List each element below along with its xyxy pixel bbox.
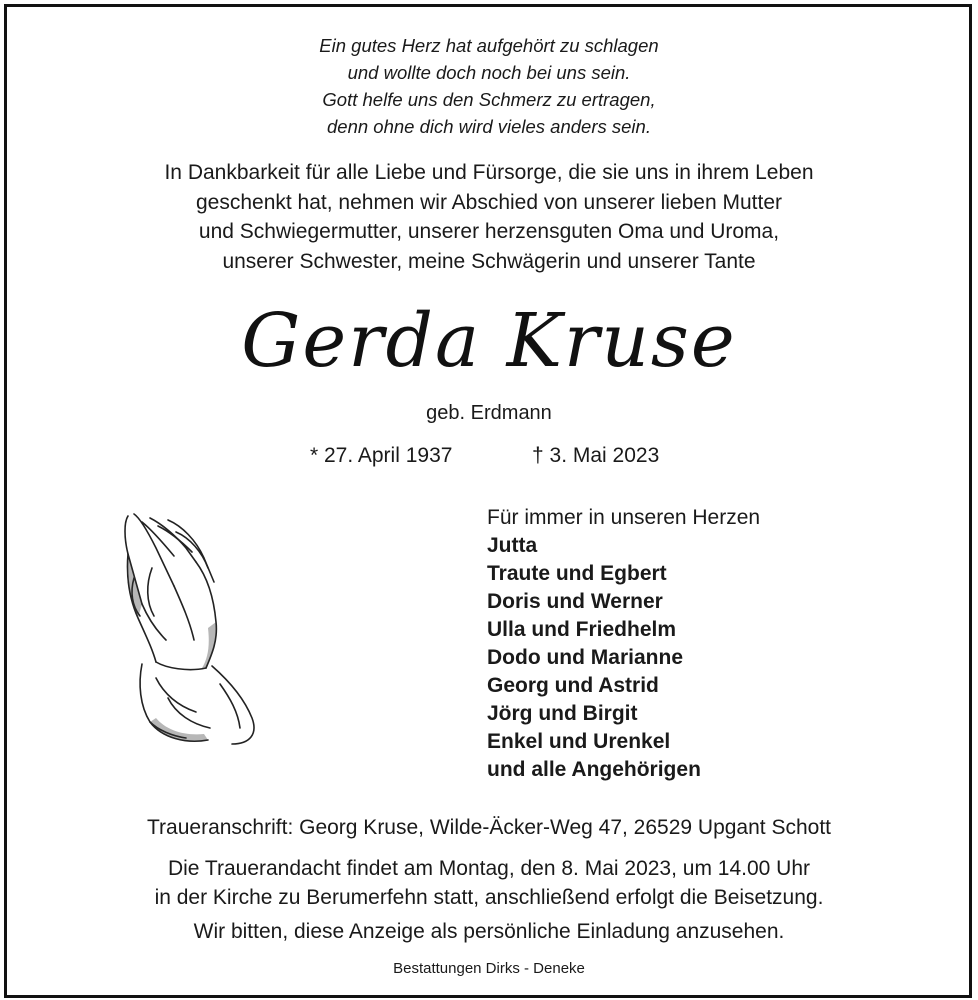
signer-name: Jörg und Birgit xyxy=(487,702,638,725)
signer-name: und alle Angehörigen xyxy=(487,758,701,781)
intro-line: unserer Schwester, meine Schwägerin und unserer Tante xyxy=(222,249,756,273)
service-line: Die Trauerandacht findet am Montag, den 8. Mai 2023, um 14.00 Uhr xyxy=(167,857,811,880)
deceased-name: Gerda Kruse xyxy=(241,298,737,384)
praying-hands-icon xyxy=(112,508,274,748)
intro-line: und Schwiegermutter, unserer herzensguten Oma und Uroma, xyxy=(198,220,780,243)
intro-line: In Dankbarkeit für alle Liebe und Fürsorge, die sie uns in ihrem Leben xyxy=(164,161,814,184)
birth-date: * 27. April 1937 xyxy=(310,444,453,467)
service-info xyxy=(0,855,978,912)
signer-name: Jutta xyxy=(487,534,538,557)
funeral-home: Bestattungen Dirks - Deneke xyxy=(393,960,585,977)
death-date: † 3. Mai 2023 xyxy=(532,444,660,467)
invitation-note: Wir bitten, diese Anzeige als persönliche Einladung anzusehen. xyxy=(193,920,785,943)
service-line: in der Kirche zu Berumerfehn statt, anschließend erfolgt die Beisetzung. xyxy=(154,885,824,909)
poem-line: Gott helfe uns den Schmerz zu ertragen, xyxy=(322,89,656,110)
signer-name: Ulla und Friedhelm xyxy=(487,618,677,641)
signer-name: Doris und Werner xyxy=(487,590,663,613)
poem-line: Ein gutes Herz hat aufgehört zu schlagen xyxy=(319,35,659,56)
mourning-address: Traueranschrift: Georg Kruse, Wilde-Äcker-Weg 47, 26529 Upgant Schott xyxy=(147,816,831,839)
signer-name: Dodo und Marianne xyxy=(487,646,683,669)
maiden-name: geb. Erdmann xyxy=(426,402,552,424)
signers-header: Für immer in unseren Herzen xyxy=(487,506,761,529)
poem xyxy=(0,32,978,140)
signer-name: Enkel und Urenkel xyxy=(487,730,671,753)
ad-border xyxy=(4,4,972,998)
intro-line: geschenkt hat, nehmen wir Abschied von unserer lieben Mutter xyxy=(195,190,782,214)
signers-block xyxy=(487,504,760,784)
intro-text xyxy=(0,158,978,276)
signer-name: Georg und Astrid xyxy=(487,674,659,697)
poem-line: und wollte doch noch bei uns sein. xyxy=(347,62,631,83)
signer-name: Traute und Egbert xyxy=(487,562,667,585)
poem-line: denn ohne dich wird vieles anders sein. xyxy=(327,116,651,137)
